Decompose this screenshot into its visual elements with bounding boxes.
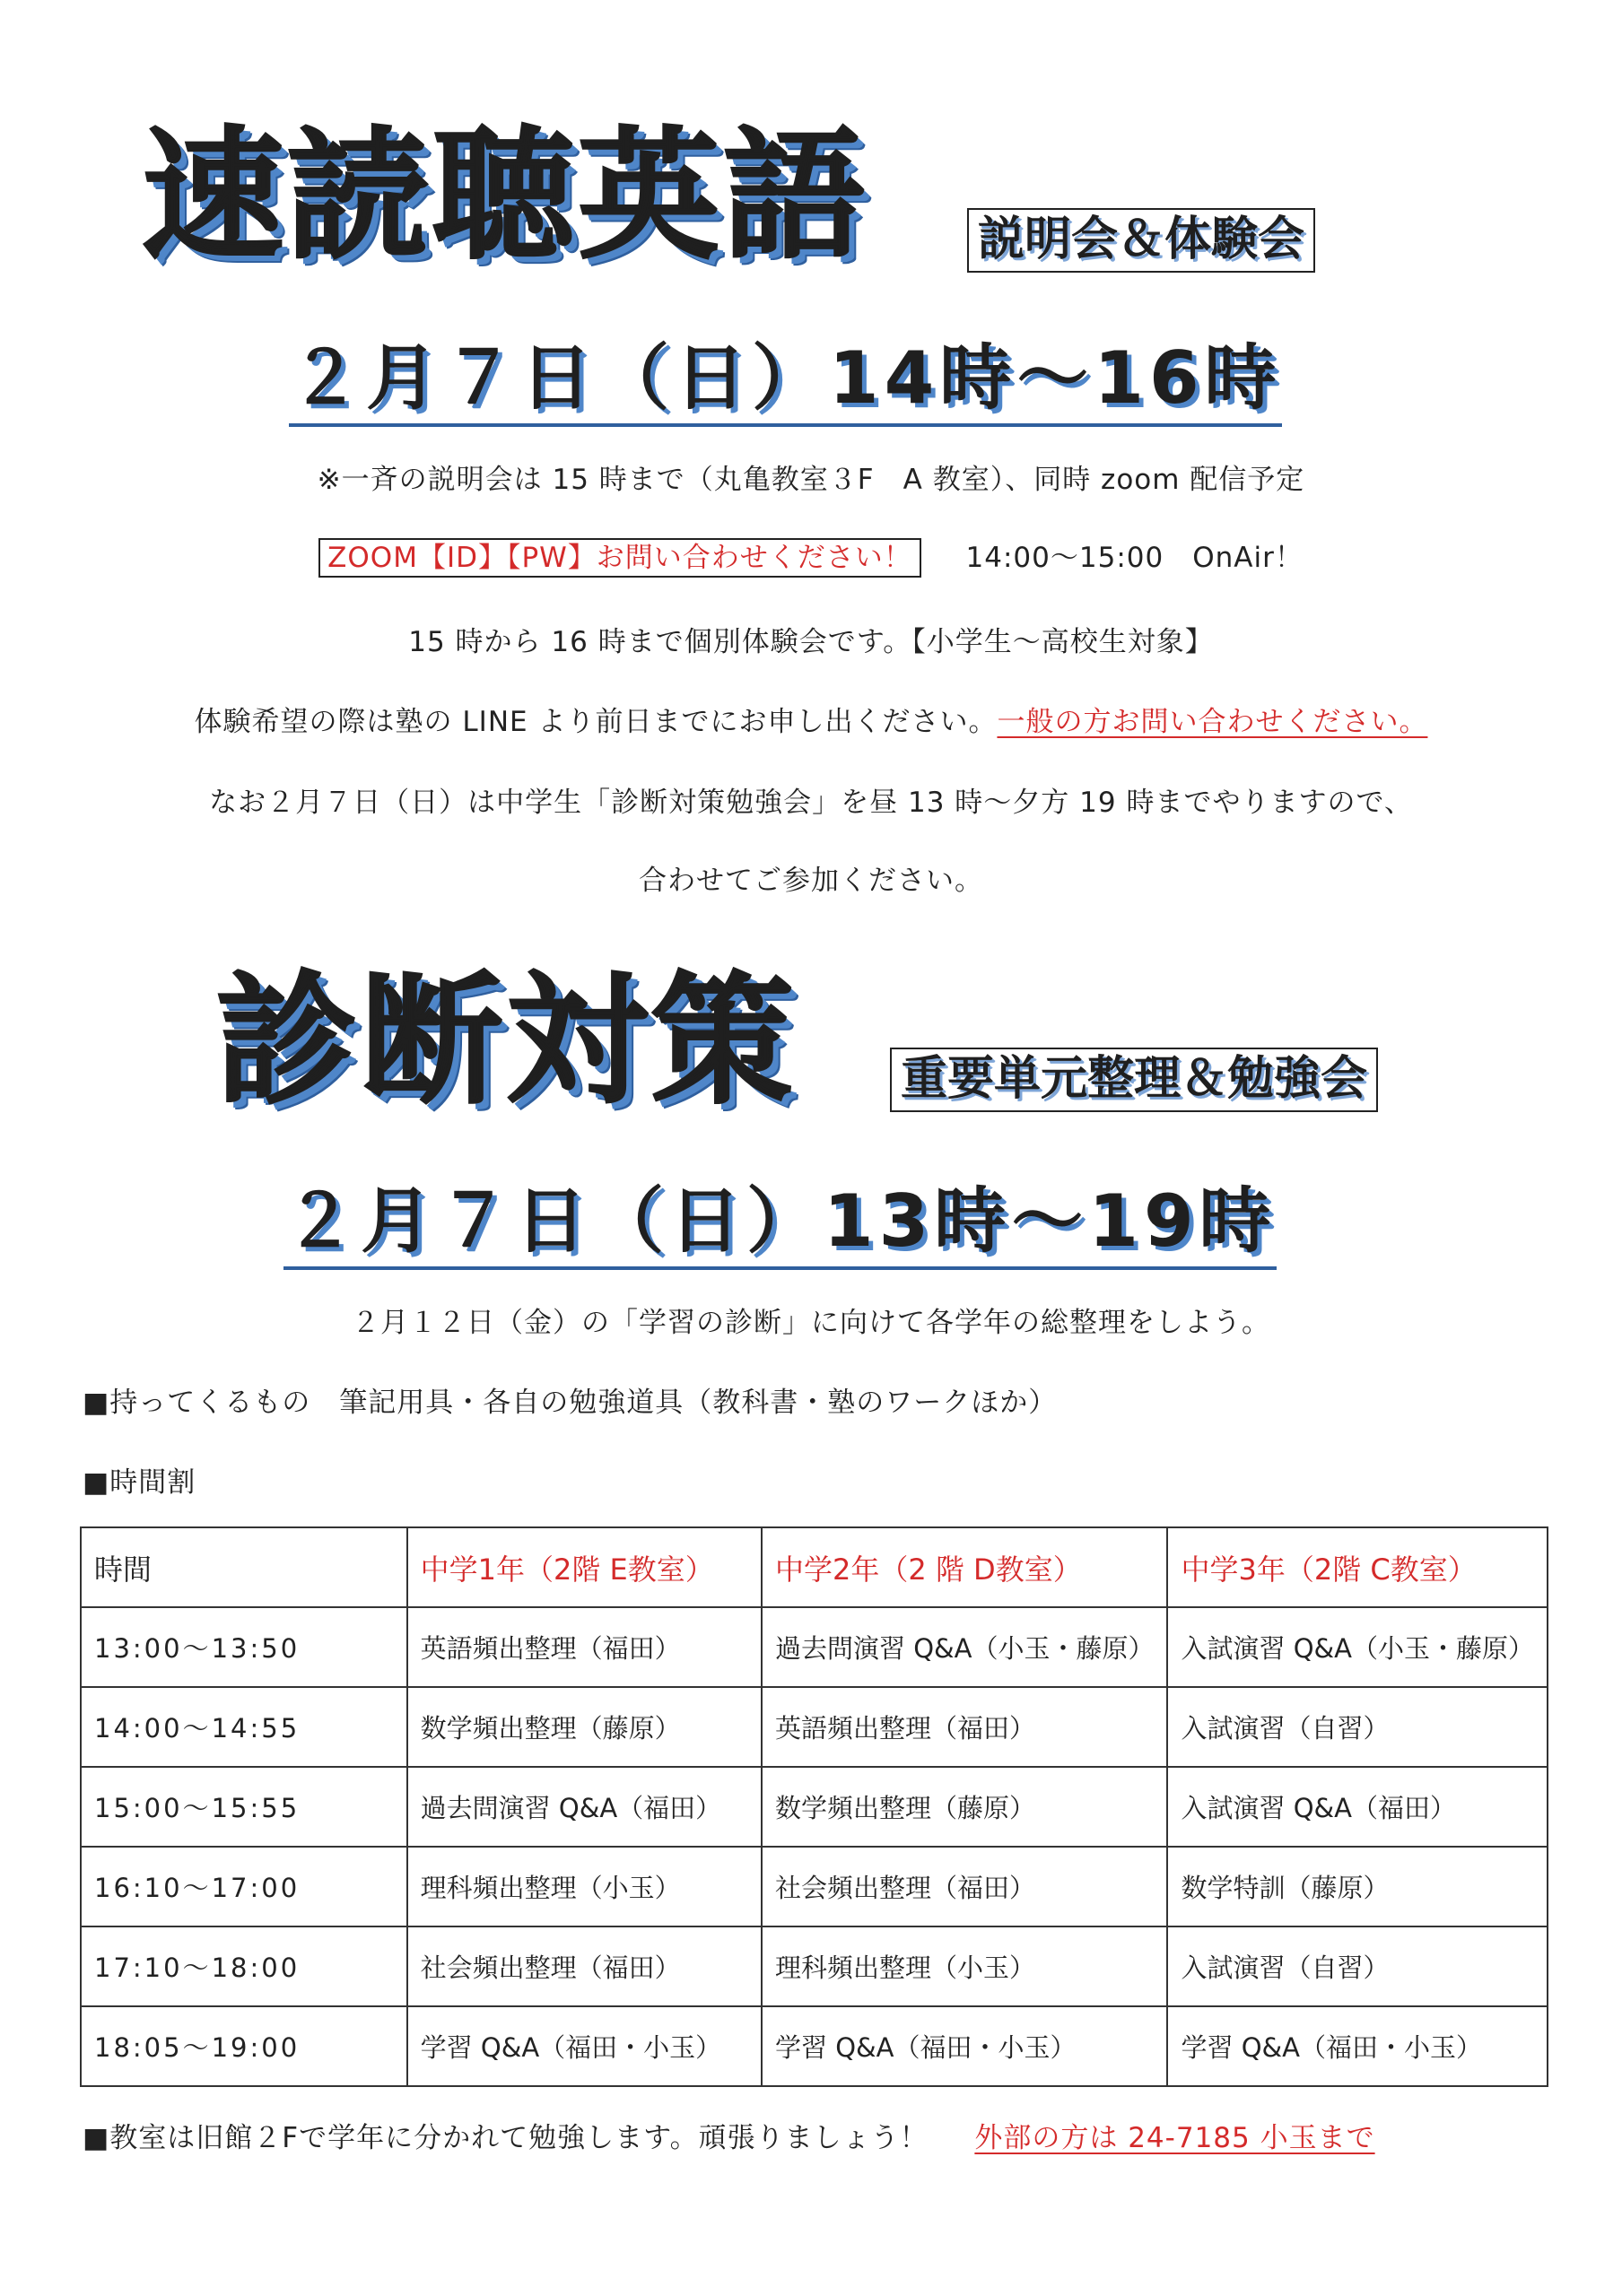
info-line-6: 合わせてご参加ください。 xyxy=(639,865,983,897)
cell-grade1: 英語頻出整理（福田） xyxy=(407,1607,762,1687)
info-line-4-main: 体験希望の際は塾の LINE より前日までにお申し出ください。 xyxy=(194,706,998,738)
cell-grade2: 過去問演習 Q&A（小玉・藤原） xyxy=(762,1607,1168,1687)
info-line-3: 15 時から 16 時まで個別体験会です。【小学生～高校生対象】 xyxy=(408,626,1214,658)
general-inquiry-note: 一般の方お問い合わせください。 xyxy=(997,706,1428,738)
cell-grade2: 社会頻出整理（福田） xyxy=(762,1847,1168,1926)
title-shindan: 診断対策 xyxy=(215,959,797,1124)
cell-grade2: 学習 Q&A（福田・小玉） xyxy=(762,2006,1168,2086)
table-header-row xyxy=(81,1527,1548,1607)
cell-time: 16:10～17:00 xyxy=(81,1847,407,1926)
cell-grade3: 入試演習 Q&A（福田） xyxy=(1167,1767,1548,1847)
bring-line: ■持ってくるもの 筆記用具・各自の勉強道具（教科書・塾のワークほか） xyxy=(83,1387,1058,1419)
cell-grade3: 学習 Q&A（福田・小玉） xyxy=(1167,2006,1548,2086)
cell-grade2: 理科頻出整理（小玉） xyxy=(762,1926,1168,2006)
cell-grade1: 数学頻出整理（藤原） xyxy=(407,1687,762,1767)
cell-grade3: 入試演習 Q&A（小玉・藤原） xyxy=(1167,1607,1548,1687)
external-contact-note: 外部の方は 24-7185 小玉まで xyxy=(974,2122,1375,2154)
timetable xyxy=(80,1526,1548,2087)
zoom-contact-box: ZOOM【ID】【PW】お問い合わせください！ xyxy=(318,538,921,578)
table-row xyxy=(81,1607,1548,1687)
date-section1: ２月７日（日）14時～16時 xyxy=(289,343,1282,427)
footer-main: ■教室は旧館２Fで学年に分かれて勉強します。頑張りましょう！ xyxy=(83,2122,929,2154)
table-row xyxy=(81,1847,1548,1926)
date-section2: ２月７日（日）13時～19時 xyxy=(283,1186,1277,1270)
cell-grade3: 数学特訓（藤原） xyxy=(1167,1847,1548,1926)
cell-grade1: 過去問演習 Q&A（福田） xyxy=(407,1767,762,1847)
timetable-label: ■時間割 xyxy=(83,1466,196,1499)
cell-time: 17:10～18:00 xyxy=(81,1926,407,2006)
info-line-5: なお２月７日（日）は中学生「診断対策勉強会」を昼 13 時～夕方 19 時までやりますので、 xyxy=(209,787,1413,819)
cell-grade3: 入試演習（自習） xyxy=(1167,1687,1548,1767)
header-time: 時間 xyxy=(81,1527,407,1607)
zoom-time: 14:00～15:00 OnAir！ xyxy=(965,542,1304,574)
cell-grade1: 理科頻出整理（小玉） xyxy=(407,1847,762,1926)
subtitle-setsumeikai: 説明会＆体験会 xyxy=(967,208,1315,273)
table-row xyxy=(81,1926,1548,2006)
cell-time: 14:00～14:55 xyxy=(81,1687,407,1767)
header-grade2: 中学2年（2 階 D教室） xyxy=(762,1527,1168,1607)
cell-grade1: 学習 Q&A（福田・小玉） xyxy=(407,2006,762,2086)
subtitle-benkyoukai: 重要単元整理＆勉強会 xyxy=(890,1048,1378,1112)
cell-time: 15:00～15:55 xyxy=(81,1767,407,1847)
table-row xyxy=(81,1687,1548,1767)
header-grade3: 中学3年（2階 C教室） xyxy=(1167,1527,1548,1607)
info-line-4 xyxy=(0,704,1622,740)
table-row xyxy=(81,2006,1548,2086)
intro-line: ２月１２日（金）の「学習の診断」に向けて各学年の総整理をしよう。 xyxy=(352,1307,1270,1339)
info-line-1: ※一斉の説明会は 15 時まで（丸亀教室３F A 教室）、同時 zoom 配信予定 xyxy=(317,464,1305,496)
table-row xyxy=(81,1767,1548,1847)
footer-line xyxy=(83,2120,1375,2156)
header-grade1: 中学1年（2階 E教室） xyxy=(407,1527,762,1607)
title-sokudoku: 速読聴英語 xyxy=(142,114,868,279)
cell-grade2: 数学頻出整理（藤原） xyxy=(762,1767,1168,1847)
cell-time: 13:00～13:50 xyxy=(81,1607,407,1687)
cell-grade3: 入試演習（自習） xyxy=(1167,1926,1548,2006)
zoom-line xyxy=(0,540,1622,576)
cell-time: 18:05～19:00 xyxy=(81,2006,407,2086)
cell-grade2: 英語頻出整理（福田） xyxy=(762,1687,1168,1767)
cell-grade1: 社会頻出整理（福田） xyxy=(407,1926,762,2006)
